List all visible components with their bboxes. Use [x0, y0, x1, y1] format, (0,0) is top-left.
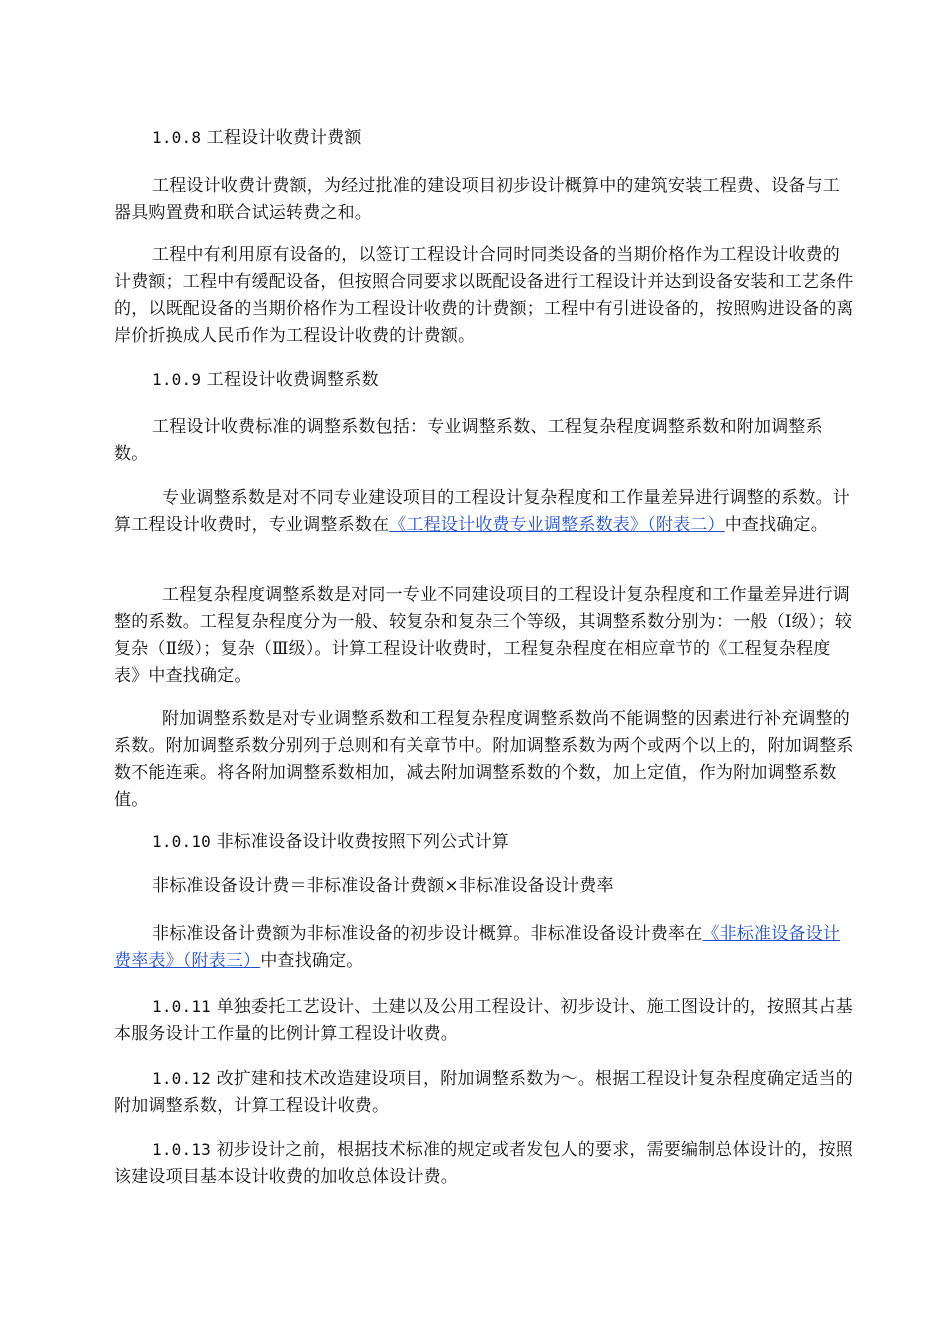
section-number: 1.0.13	[152, 1140, 211, 1159]
section-title: 工程设计收费计费额	[206, 128, 362, 148]
paragraph-equipment-rules: 工程中有利用原有设备的，以签订工程设计合同时同类设备的当期价格作为工程设计收费的计费额；工程中有缓配设备，但按照合同要求以既配设备进行工程设计并达到设备安装和工艺条件的，以既配设备的当期价格作为工程设计收费的计费额；工程中有引进设备的，按照购进设备的离岸价折换成人民币作为工程设计收费的计费额。	[114, 245, 854, 346]
section-number: 1.0.8	[152, 128, 202, 147]
paragraph-text: 单独委托工艺设计、土建以及公用工程设计、初步设计、施工图设计的，按照其占基本服务设计工作量的比例计算工程设计收费。	[114, 997, 854, 1044]
paragraph-text: 专业调整系数是对不同专业建设项目的工程设计复杂程度和工作量差异进行调整的系数。计算工程设计收费时，专业调整系数在	[114, 488, 850, 535]
paragraph-text: 中查找确定。	[260, 951, 364, 971]
paragraph-calc-base: 工程设计收费计费额，为经过批准的建设项目初步设计概算中的建筑安装工程费、设备与工器具购置费和联合试运转费之和。	[114, 176, 840, 223]
section-title: 工程设计收费调整系数	[206, 370, 379, 390]
heading-1-0-9	[114, 366, 856, 394]
paragraph-text: 非标准设备计费额为非标准设备的初步设计概算。非标准设备设计费率在	[152, 924, 703, 944]
section-number: 1.0.9	[152, 370, 202, 389]
paragraph-nonstandard-rate	[114, 921, 856, 975]
paragraph-additional-coefficient: 附加调整系数是对专业调整系数和工程复杂程度调整系数尚不能调整的因素进行补充调整的系数。附加调整系数分别列于总则和有关章节中。附加调整系数为两个或两个以上的，附加调整系数不能连乘。将各附加调整系数相加，减去附加调整系数的个数，加上定值，作为附加调整系数值。	[114, 709, 854, 810]
paragraph-complexity-coefficient: 工程复杂程度调整系数是对同一专业不同建设项目的工程设计复杂程度和工作量差异进行调整的系数。工程复杂程度分为一般、较复杂和复杂三个等级，其调整系数分别为：一般（Ⅰ级）；较复杂（Ⅱ级）；复杂（Ⅲ级）。计算工程设计收费时，工程复杂程度在相应章节的《工程复杂程度表》中查找确定。	[114, 585, 853, 686]
paragraph-1-0-13	[114, 1136, 856, 1191]
section-title: 非标准设备设计收费按照下列公式计算	[216, 832, 510, 852]
paragraph-1-0-11	[114, 993, 856, 1048]
paragraph-text: 初步设计之前，根据技术标准的规定或者发包人的要求，需要编制总体设计的，按照该建设项目基本设计收费的加收总体设计费。	[114, 1140, 854, 1187]
heading-1-0-10	[114, 828, 856, 856]
paragraph-professional-coefficient	[114, 485, 856, 539]
paragraph-1-0-12	[114, 1065, 856, 1120]
section-number: 1.0.10	[152, 832, 211, 851]
paragraph-text: 中查找确定。	[724, 515, 828, 535]
paragraph-text: 改扩建和技术改造建设项目，附加调整系数为～。根据工程设计复杂程度确定适当的附加调整系数，计算工程设计收费。	[114, 1069, 854, 1116]
paragraph-adjustment-types: 工程设计收费标准的调整系数包括：专业调整系数、工程复杂程度调整系数和附加调整系数。	[114, 417, 823, 464]
appendix-2-link[interactable]: 《工程设计收费专业调整系数表》（附表二）	[389, 515, 725, 535]
heading-1-0-8	[114, 124, 856, 152]
section-number: 1.0.12	[152, 1069, 211, 1088]
formula-line: 非标准设备设计费＝非标准设备计费额×非标准设备设计费率	[152, 876, 614, 896]
appendix-3-link[interactable]: 《非标准设备设计费率表》（附表三）	[114, 924, 841, 971]
section-number: 1.0.11	[152, 997, 211, 1016]
